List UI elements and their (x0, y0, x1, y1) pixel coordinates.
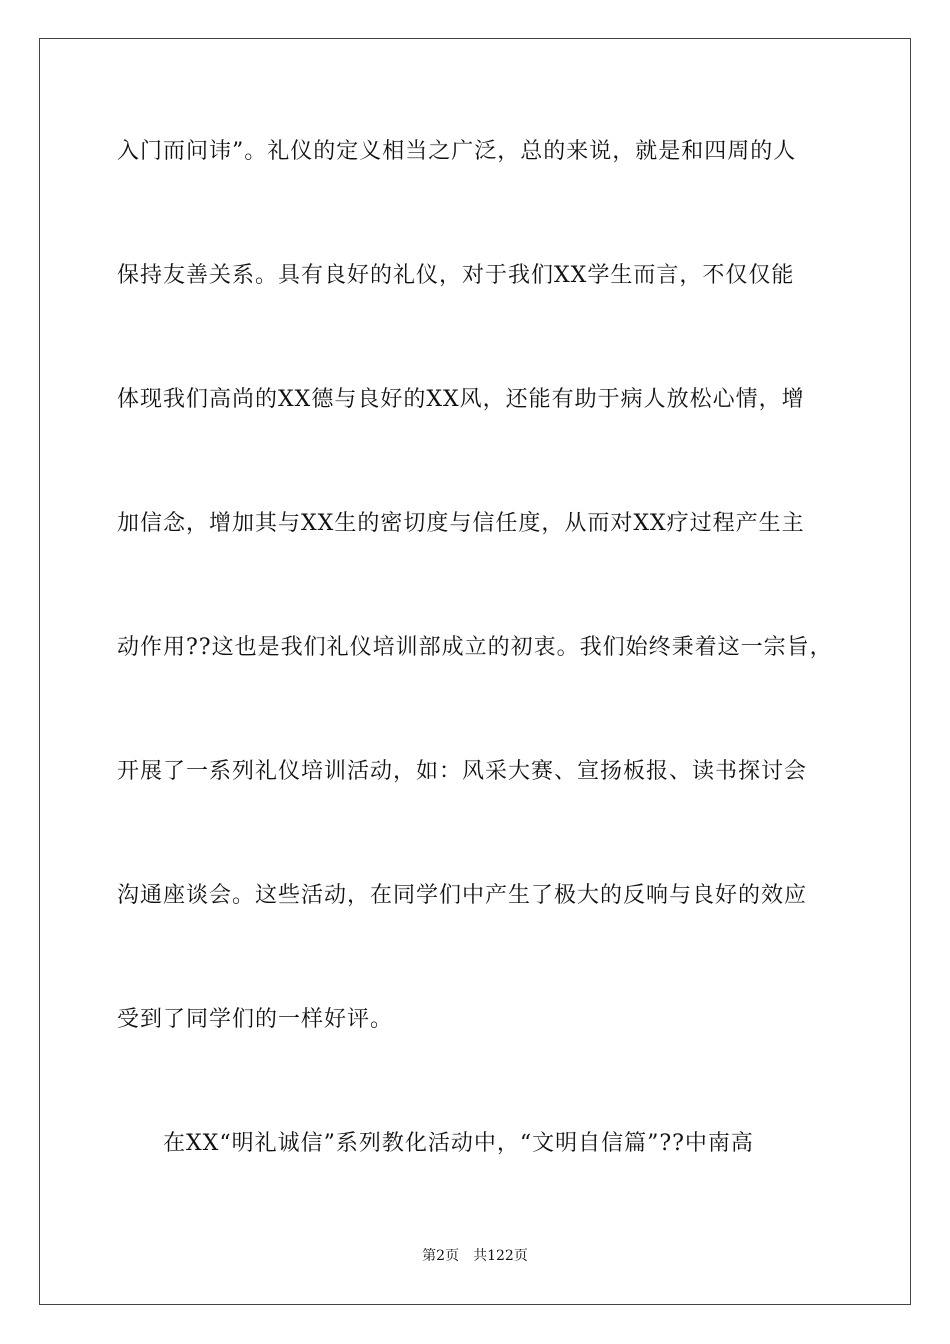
page-number-total: 共122页 (473, 1248, 528, 1264)
page-border (39, 38, 911, 1305)
paragraph-line: 受到了同学们的一样好评。 (117, 1007, 394, 1032)
paragraph-line: 沟通座谈会。这些活动，在同学们中产生了极大的反响与良好的效应 (117, 883, 808, 908)
paragraph-line: 入门而问讳”。礼仪的定义相当之广泛，总的来说，就是和四周的人 (117, 139, 797, 164)
paragraph-line: 体现我们高尚的XX德与良好的XX风，还能有助于病人放松心情，增 (117, 387, 805, 412)
page-number-current: 第2页 (422, 1248, 460, 1264)
paragraph-line: 开展了一系列礼仪培训活动，如：风采大赛、宣扬板报、读书探讨会 (117, 759, 808, 784)
page-footer (0, 1246, 950, 1266)
paragraph-line-indented: 在XX“明礼诚信”系列教化活动中，“文明自信篇”??中南高 (163, 1131, 754, 1156)
paragraph-line: 动作用??这也是我们礼仪培训部成立的初衷。我们始终秉着这一宗旨， (117, 635, 833, 660)
paragraph-line: 加信念，增加其与XX生的密切度与信任度，从而对XX疗过程产生主 (117, 511, 805, 536)
paragraph-line: 保持友善关系。具有良好的礼仪，对于我们XX学生而言，不仅仅能 (117, 263, 795, 288)
